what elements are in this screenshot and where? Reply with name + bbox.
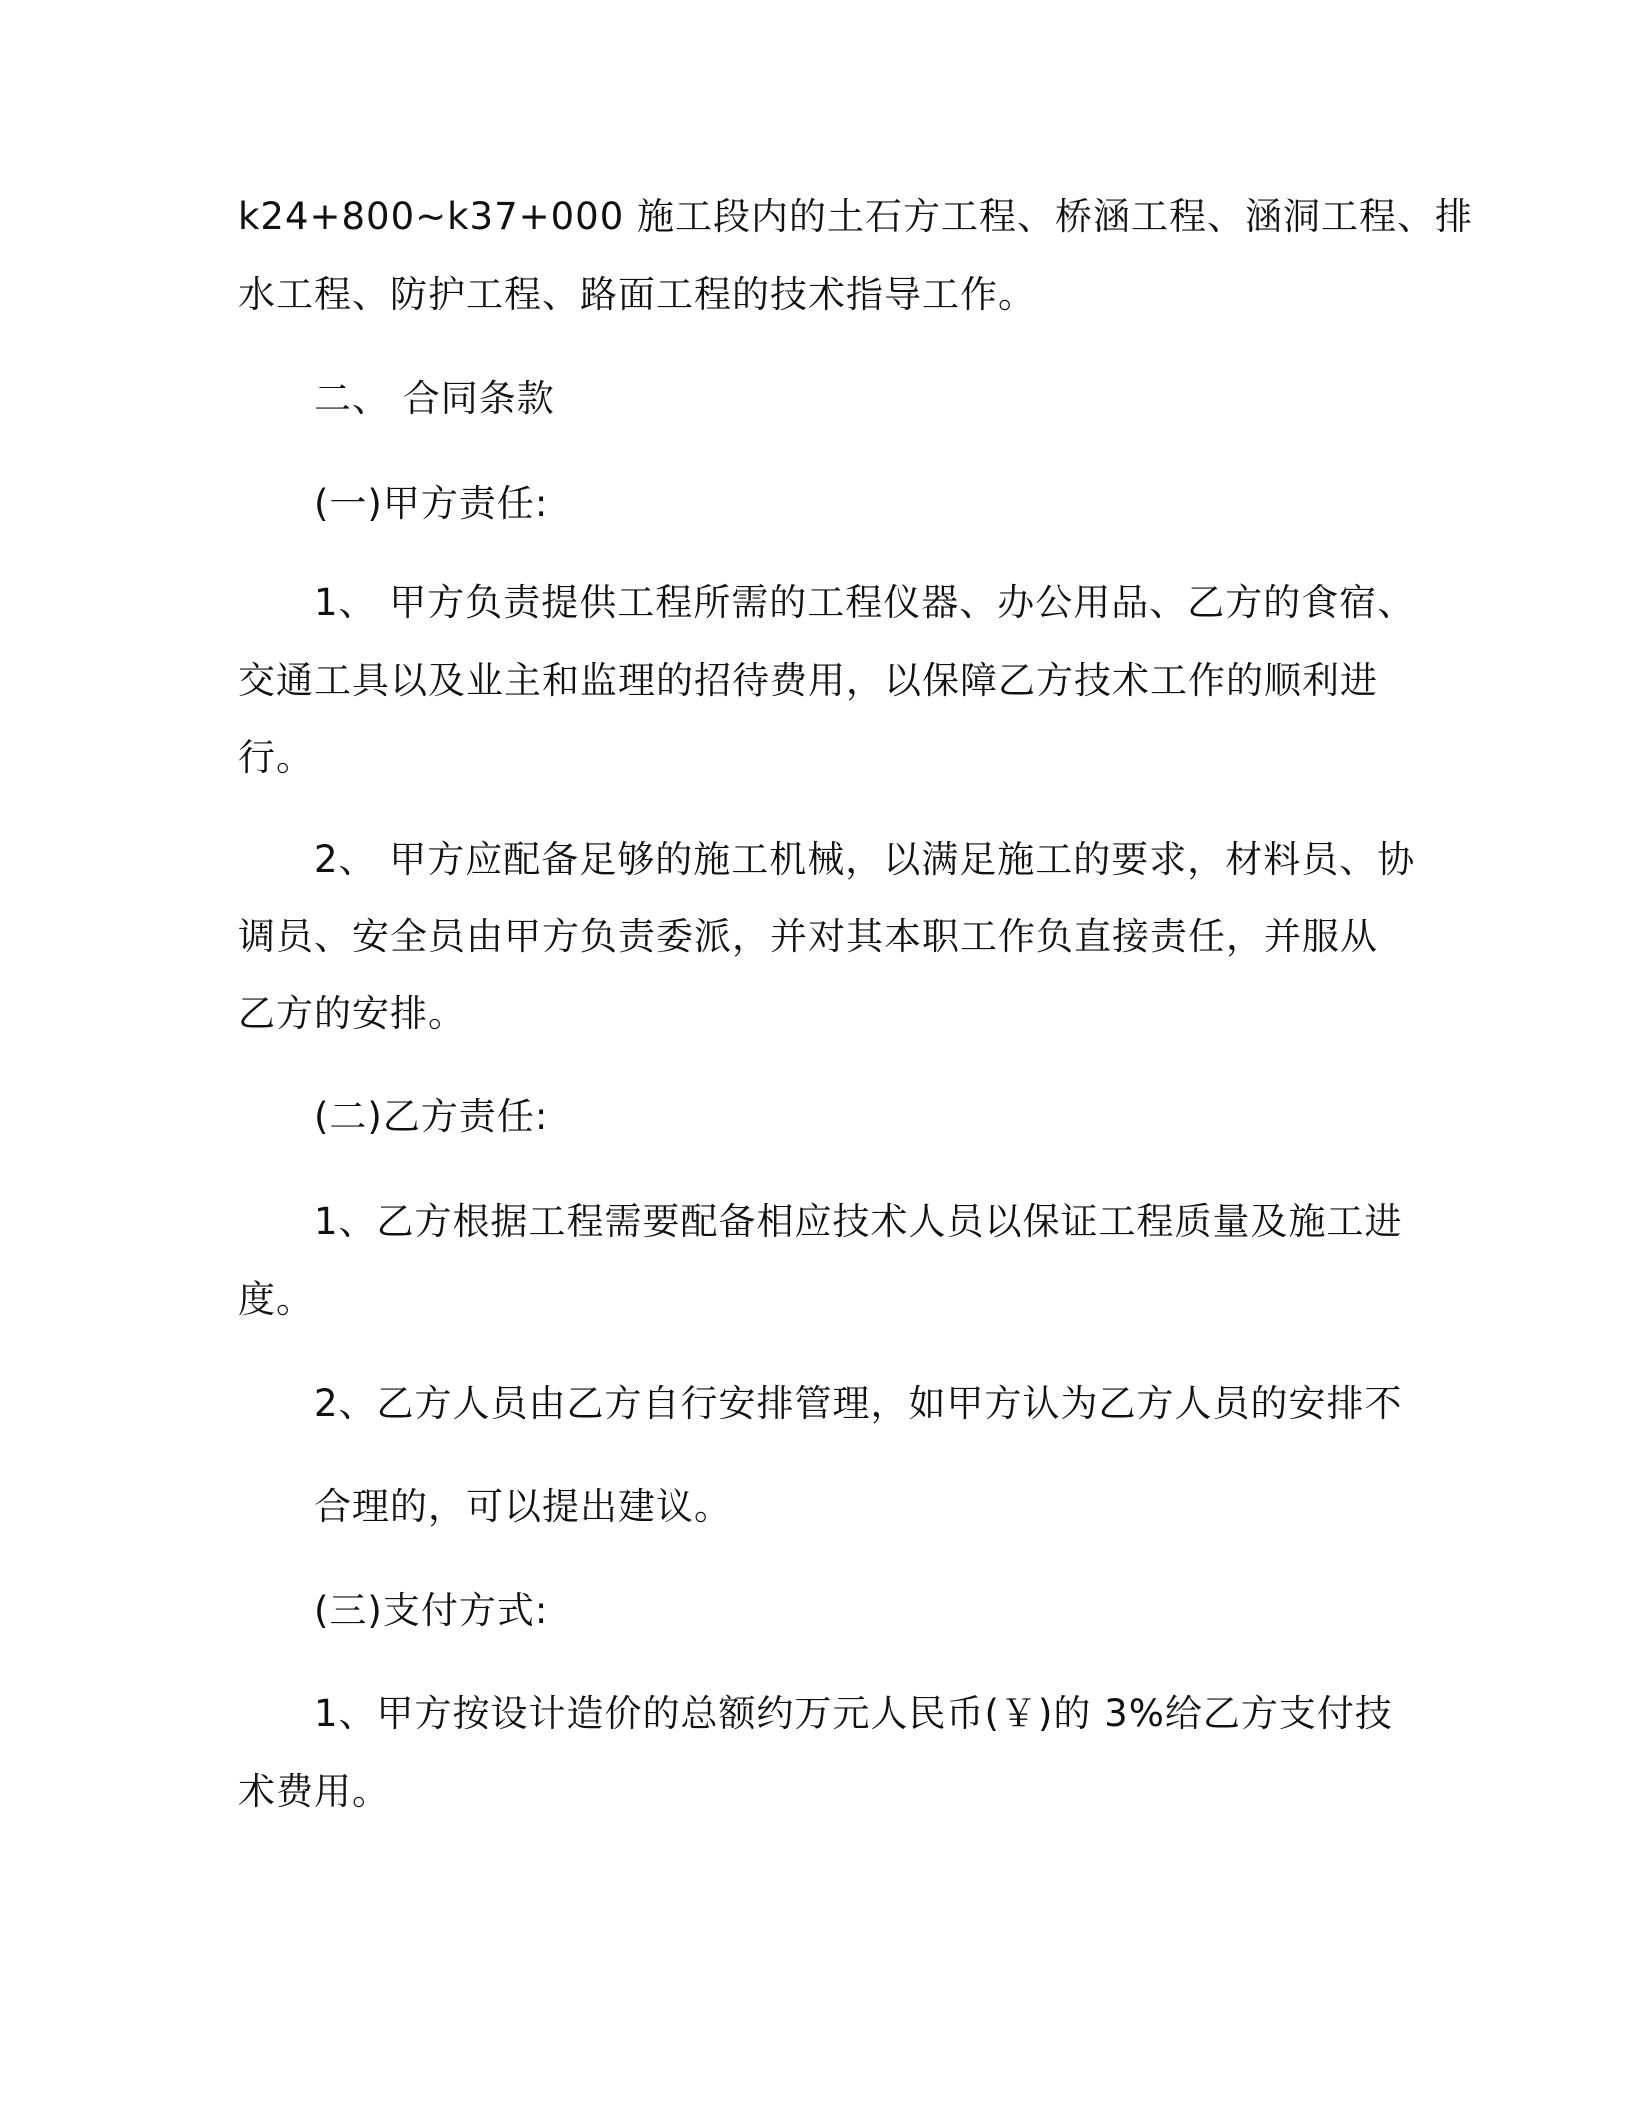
party-b-item1-line-2: 度。	[238, 1278, 314, 1321]
scope-paragraph-line-2: 水工程、防护工程、路面工程的技术指导工作。	[238, 273, 1036, 316]
party-a-item2-line-3: 乙方的安排。	[238, 992, 466, 1035]
party-a-item2-line-2: 调员、安全员由甲方负责委派，并对其本职工作负直接责任，并服从	[238, 915, 1378, 958]
party-a-item1-line-3: 行。	[238, 736, 314, 779]
party-b-item2-line-1: 2、乙方人员由乙方自行安排管理，如甲方认为乙方人员的安排不	[314, 1382, 1403, 1425]
party-a-item1-line-2: 交通工具以及业主和监理的招待费用，以保障乙方技术工作的顺利进	[238, 659, 1378, 702]
party-a-item2-line-1: 2、 甲方应配备足够的施工机械，以满足施工的要求，材料员、协	[314, 838, 1416, 881]
scope-paragraph-line-1: k24+800~k37+000 施工段内的土石方工程、桥涵工程、涵洞工程、排	[238, 195, 1474, 238]
payment-heading: (三)支付方式:	[314, 1589, 549, 1632]
payment-item1-line-2: 术费用。	[238, 1770, 390, 1813]
party-a-item1-line-1: 1、 甲方负责提供工程所需的工程仪器、办公用品、乙方的食宿、	[314, 581, 1416, 624]
party-b-item1-line-1: 1、乙方根据工程需要配备相应技术人员以保证工程质量及施工进	[314, 1200, 1403, 1243]
party-a-heading: (一)甲方责任:	[314, 482, 549, 525]
payment-item1-line-1: 1、甲方按设计造价的总额约万元人民币(￥)的 3%给乙方支付技	[314, 1692, 1393, 1735]
party-b-heading: (二)乙方责任:	[314, 1095, 549, 1138]
section-heading: 二、 合同条款	[314, 377, 555, 420]
party-b-item2-line-2: 合理的，可以提出建议。	[314, 1485, 732, 1528]
